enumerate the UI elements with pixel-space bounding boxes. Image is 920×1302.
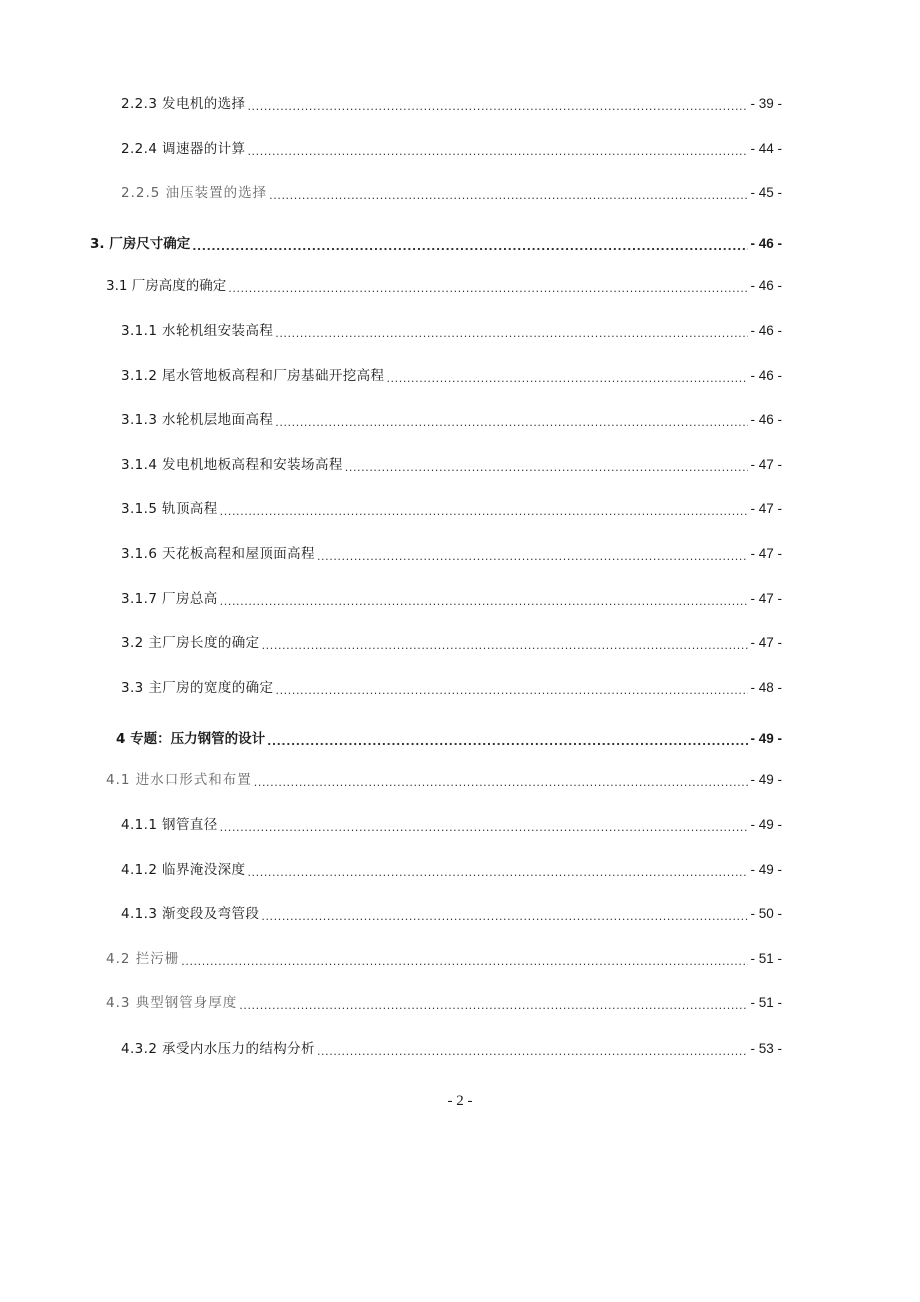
- toc-entry-3-1-3[interactable]: [121, 410, 782, 430]
- toc-entry-page: - 44 -: [750, 141, 782, 156]
- toc-entry-page: - 48 -: [750, 680, 782, 695]
- toc-entry-text: 3.1.4 发电机地板高程和安装场高程: [121, 457, 343, 473]
- toc-entry-text: 3.3 主厂房的宽度的确定: [121, 680, 274, 696]
- toc-dot-leader: [275, 321, 748, 341]
- toc-dot-leader: [192, 234, 748, 254]
- toc-entry-2-2-4[interactable]: [121, 139, 782, 159]
- toc-entry-page: - 47 -: [750, 501, 782, 516]
- toc-entry-text: 4.3.2 承受内水压力的结构分析: [121, 1041, 315, 1057]
- page-number: - 2 -: [447, 1093, 473, 1109]
- toc-entry-page: - 45 -: [750, 185, 782, 200]
- toc-dot-leader: [317, 1039, 749, 1059]
- toc-entry-page: - 39 -: [750, 96, 782, 111]
- toc-entry-page: - 51 -: [750, 995, 782, 1010]
- toc-entry-text: 4 专题：压力钢管的设计: [116, 731, 266, 747]
- toc-entry-text: 3.1.3 水轮机层地面高程: [121, 412, 274, 428]
- toc-dot-leader: [386, 366, 748, 386]
- toc-entry-page: - 50 -: [750, 906, 782, 921]
- toc-entry-page: - 47 -: [750, 546, 782, 561]
- toc-entry-text: 4.2 拦污栅: [106, 951, 180, 967]
- toc-dot-leader: [247, 860, 748, 880]
- toc-entry-page: - 47 -: [750, 457, 782, 472]
- toc-dot-leader: [261, 904, 748, 924]
- toc-entry-page: - 47 -: [750, 591, 782, 606]
- toc-entry-3-1-2[interactable]: [121, 366, 782, 386]
- toc-entry-page: - 51 -: [750, 951, 782, 966]
- toc-entry-text: 3.1.6 天花板高程和屋顶面高程: [121, 546, 315, 562]
- toc-dot-leader: [228, 276, 748, 296]
- toc-dot-leader: [220, 499, 749, 519]
- toc-entry-3-1-1[interactable]: [121, 321, 782, 341]
- toc-entry-3-2[interactable]: [121, 633, 782, 653]
- toc-entry-text: 4.1.1 钢管直径: [121, 817, 218, 833]
- toc-entry-text: 3.1 厂房高度的确定: [106, 278, 227, 294]
- toc-entry-page: - 49 -: [750, 817, 782, 832]
- toc-entry-text: 3.1.5 轨顶高程: [121, 501, 218, 517]
- toc-entry-4-3[interactable]: [106, 993, 782, 1013]
- toc-dot-leader: [267, 729, 748, 749]
- toc-dot-leader: [239, 993, 748, 1013]
- toc-entry-text: 4.1.2 临界淹没深度: [121, 862, 246, 878]
- toc-entry-3-1-7[interactable]: [121, 589, 782, 609]
- toc-dot-leader: [247, 139, 748, 159]
- toc-entry-3-1-5[interactable]: [121, 499, 782, 519]
- toc-dot-leader: [262, 633, 749, 653]
- toc-entry-page: - 49 -: [750, 731, 782, 746]
- toc-entry-4[interactable]: [116, 729, 782, 749]
- toc-entry-4-1-2[interactable]: [121, 860, 782, 880]
- toc-entry-4-2[interactable]: [106, 949, 782, 969]
- toc-entry-page: - 47 -: [750, 635, 782, 650]
- toc-entry-3-3[interactable]: [121, 678, 782, 698]
- toc-entry-page: - 46 -: [750, 323, 782, 338]
- toc-entry-page: - 53 -: [750, 1041, 782, 1056]
- toc-entry-4-1-1[interactable]: [121, 815, 782, 835]
- toc-entry-4-1-3[interactable]: [121, 904, 782, 924]
- toc-entry-page: - 49 -: [750, 862, 782, 877]
- toc-dot-leader: [220, 815, 749, 835]
- toc-entry-text: 3.1.7 厂房总高: [121, 591, 218, 607]
- toc-entry-text: 3. 厂房尺寸确定: [90, 236, 191, 252]
- toc-entry-text: 4.1.3 渐变段及弯管段: [121, 906, 260, 922]
- toc-entry-text: 2.2.4 调速器的计算: [121, 141, 246, 157]
- toc-dot-leader: [247, 94, 748, 114]
- toc-entry-text: 4.3 典型钢管身厚度: [106, 995, 238, 1011]
- toc-entry-3-1-4[interactable]: [121, 455, 782, 475]
- toc-dot-leader: [220, 589, 749, 609]
- toc-entry-2-2-5[interactable]: [121, 183, 782, 203]
- toc-entry-page: - 49 -: [750, 772, 782, 787]
- toc-entry-3-1-6[interactable]: [121, 544, 782, 564]
- toc-entry-page: - 46 -: [750, 236, 782, 251]
- toc-entry-text: 3.1.1 水轮机组安装高程: [121, 323, 274, 339]
- toc-entry-text: 3.2 主厂房长度的确定: [121, 635, 260, 651]
- toc-entry-text: 2.2.3 发电机的选择: [121, 96, 246, 112]
- toc-dot-leader: [317, 544, 749, 564]
- toc-dot-leader: [345, 455, 749, 475]
- toc-entry-page: - 46 -: [750, 278, 782, 293]
- toc-entry-4-3-2[interactable]: [121, 1039, 782, 1059]
- toc-entry-4-1[interactable]: [106, 770, 782, 790]
- toc-entry-text: 2.2.5 油压装置的选择: [121, 185, 268, 201]
- toc-dot-leader: [181, 949, 748, 969]
- toc-entry-page: - 46 -: [750, 368, 782, 383]
- toc-dot-leader: [275, 678, 748, 698]
- toc-dot-leader: [254, 770, 749, 790]
- toc-entry-page: - 46 -: [750, 412, 782, 427]
- toc-entry-text: 3.1.2 尾水管地板高程和厂房基础开挖高程: [121, 368, 385, 384]
- toc-dot-leader: [269, 183, 748, 203]
- toc-entry-3[interactable]: [90, 234, 782, 254]
- toc-entry-2-2-3[interactable]: [121, 94, 782, 114]
- toc-entry-text: 4.1 进水口形式和布置: [106, 772, 252, 788]
- toc-dot-leader: [275, 410, 748, 430]
- toc-entry-3-1[interactable]: [106, 276, 782, 296]
